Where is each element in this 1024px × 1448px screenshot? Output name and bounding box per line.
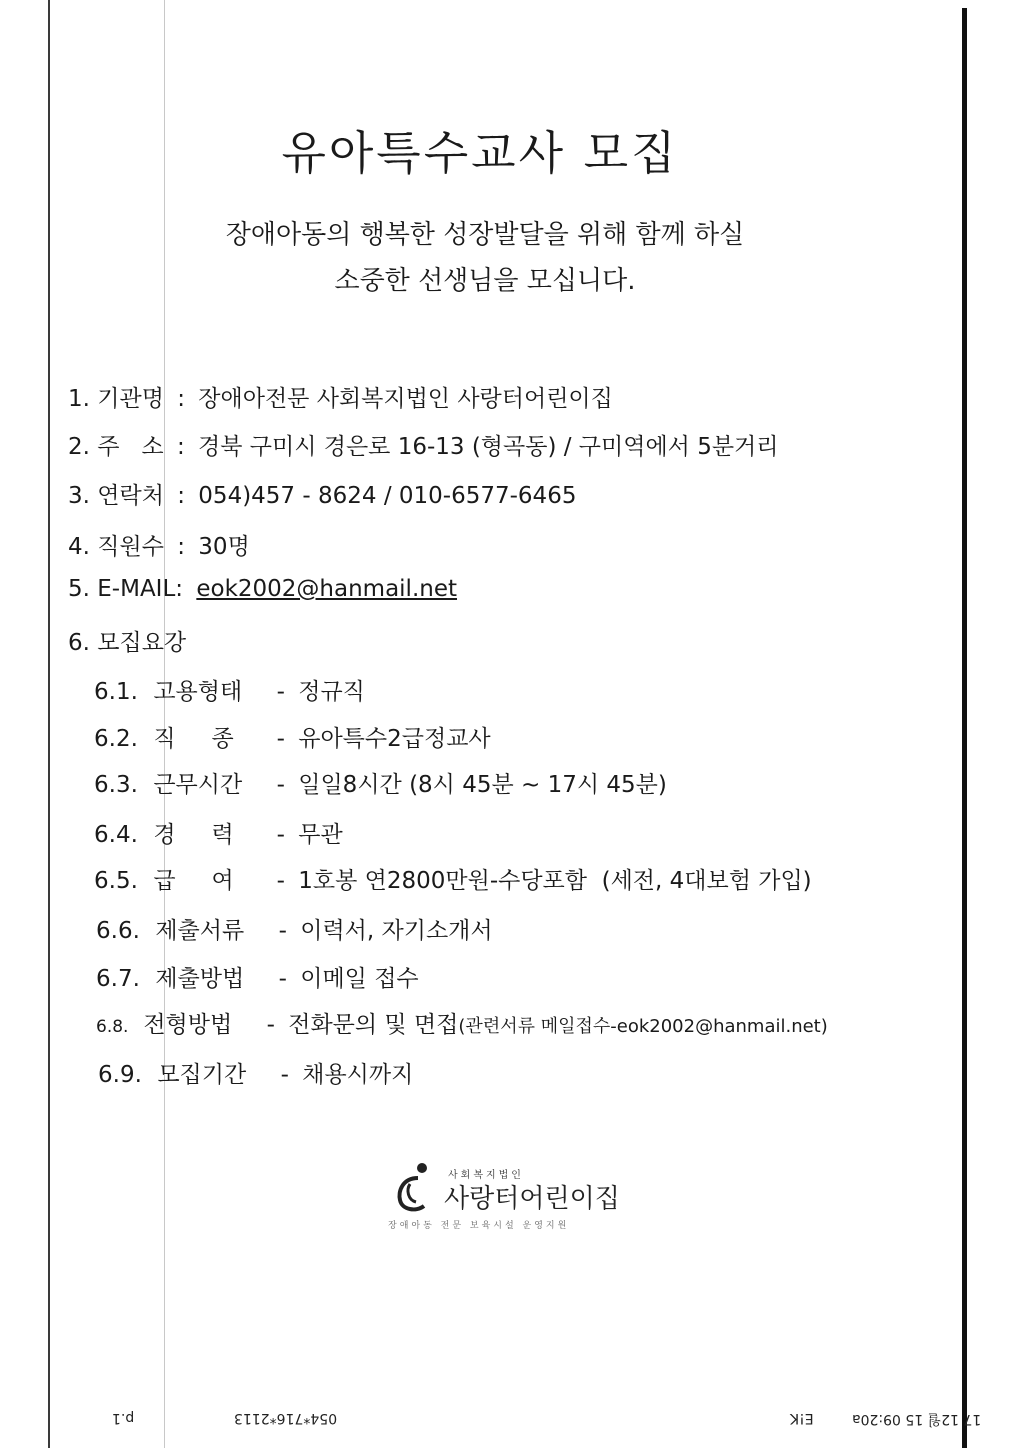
- phone-numbers: 054)457 - 8624 / 010-6577-6465: [198, 483, 577, 509]
- info-row-contact: 3. 연락처 : 054)457 - 8624 / 010-6577-6465: [68, 477, 576, 510]
- fax-code: E!K: [790, 1410, 814, 1426]
- email-link[interactable]: eok2002@hanmail.net: [196, 576, 458, 602]
- logo-small-text: 사회복지법인: [448, 1170, 524, 1181]
- info-row-recruitment: 6. 모집요강: [68, 624, 186, 657]
- req-row: 6.7. 제출방법 - 이메일 접수: [96, 966, 419, 992]
- logo-mark-icon: [388, 1160, 444, 1216]
- intro-line-2: 소중한 선생님을 모십니다.: [334, 266, 636, 296]
- fax-page-number: p.1: [112, 1410, 135, 1426]
- info-row-institution: 1. 기관명 : 장애아전문 사회복지법인 사랑터어린이집: [68, 380, 613, 413]
- info-value: 경북 구미시 경은로 16-13 (형곡동) / 구미역에서 5분거리: [198, 434, 779, 460]
- screening-note: (관련서류 메일접수-eok2002@hanmail.net): [458, 1016, 828, 1037]
- section-heading: 모집요강: [97, 630, 187, 656]
- document-title: 유아특수교사 모집: [281, 125, 679, 180]
- info-label: 연락처: [97, 483, 164, 509]
- intro-text: [0, 212, 970, 304]
- info-label: 주 소: [97, 434, 164, 460]
- info-row-staff: 4. 직원수 : 30명: [68, 528, 250, 561]
- logo-tagline: 장애아동 전문 보육시설 운영지원: [388, 1221, 570, 1231]
- info-label: E-MAIL:: [97, 576, 184, 602]
- fax-number: 054*716*2113: [234, 1410, 338, 1426]
- req-row: 6.5. 급여 - 1호봉 연2800만원-수당포함 (세전, 4대보험 가입): [94, 868, 812, 894]
- info-label: 직원수: [97, 534, 164, 560]
- req-row: 6.3. 근무시간 - 일일8시간 (8시 45분 ~ 17시 45분): [94, 772, 667, 798]
- intro-line-1: 장애아동의 행복한 성장발달을 위해 함께 하실: [225, 220, 745, 250]
- info-row-email: 5. E-MAIL: eok2002@hanmail.net: [68, 576, 458, 602]
- logo-name: 사랑터어린이집: [444, 1184, 620, 1214]
- req-row: 6.2. 직종 - 유아특수2급정교사: [94, 726, 491, 752]
- info-value: 30명: [198, 534, 250, 560]
- info-value: 장애아전문 사회복지법인 사랑터어린이집: [198, 386, 613, 412]
- fax-timestamp: 17 12월 15 09:20a: [852, 1411, 982, 1427]
- req-row: 6.6. 제출서류 - 이력서, 자기소개서: [96, 918, 493, 944]
- req-row: 6.1. 고용형태 - 정규직: [94, 679, 365, 705]
- req-row: 6.9. 모집기간 - 채용시까지: [98, 1062, 414, 1088]
- req-row: 6.8. 전형방법 - 전화문의 및 면접(관련서류 메일접수-eok2002@hanmail.net): [96, 1012, 828, 1038]
- info-label: 기관명: [97, 386, 164, 412]
- req-row: 6.4. 경력 - 무관: [94, 822, 343, 848]
- institution-logo: [388, 1160, 628, 1240]
- info-row-address: 2. 주 소 : 경북 구미시 경은로 16-13 (형곡동) / 구미역에서 5분거리: [68, 428, 779, 461]
